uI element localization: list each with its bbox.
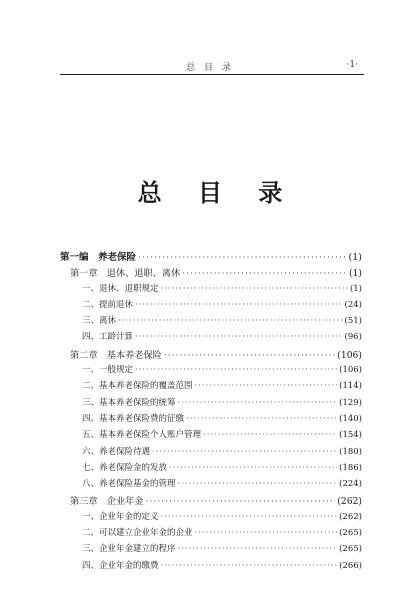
toc-entry-label: 三、基本养老保险的统筹 xyxy=(82,397,176,408)
leader-dots xyxy=(161,512,338,522)
table-of-contents xyxy=(60,249,362,575)
page-number: ·1· xyxy=(346,60,358,70)
toc-entry-label: 一、企业年金的定义 xyxy=(82,511,159,522)
toc-entry-label: 五、基本养老保险个人账户管理 xyxy=(82,430,202,441)
toc-entry-label: 第一章 退休、退职、离休 xyxy=(70,268,181,280)
toc-entry-label: 二、可以建立企业年金的企业 xyxy=(82,528,193,539)
toc-entry-page: (224) xyxy=(339,479,362,490)
leader-dots xyxy=(118,316,343,326)
toc-entry-page: (129) xyxy=(339,397,362,408)
toc-entry-label: 四、企业年金的缴费 xyxy=(82,560,159,571)
toc-entry[interactable] xyxy=(60,265,362,281)
toc-entry-label: 第一编 养老保险 xyxy=(60,252,137,263)
toc-entry-label: 三、企业年金建立的程序 xyxy=(82,544,176,555)
toc-entry-label: 一、退休、退职规定 xyxy=(82,283,159,294)
toc-entry-page: (262) xyxy=(339,511,362,522)
toc-entry[interactable] xyxy=(60,477,362,493)
toc-entry-label: 四、工龄计算 xyxy=(82,332,134,343)
toc-entry-label: 六、养老保险待遇 xyxy=(82,446,151,457)
toc-entry[interactable] xyxy=(60,510,362,526)
page-title: 总 目 录 xyxy=(137,179,297,207)
leader-dots xyxy=(169,463,337,473)
toc-entry-label: 四、基本养老保险费的征缴 xyxy=(82,413,185,424)
toc-entry[interactable] xyxy=(60,461,362,477)
toc-entry-label: 三、离休 xyxy=(82,316,117,327)
leader-dots xyxy=(182,268,347,279)
leader-dots xyxy=(135,300,343,310)
leader-dots xyxy=(178,479,338,489)
leader-dots xyxy=(138,252,347,263)
toc-entry-label: 第二章 基本养老保险 xyxy=(70,349,162,361)
toc-entry-page: (154) xyxy=(339,430,362,441)
toc-entry-label: 二、基本养老保险的覆盖范围 xyxy=(82,381,193,392)
toc-entry-page: (106) xyxy=(337,349,362,361)
toc-entry-page: (186) xyxy=(339,462,362,473)
toc-entry[interactable] xyxy=(60,412,362,428)
toc-entry-page: (265) xyxy=(339,528,362,539)
toc-entry-page: (51) xyxy=(344,316,362,327)
toc-entry[interactable] xyxy=(60,330,362,346)
toc-entry-page: (180) xyxy=(339,446,362,457)
toc-entry[interactable] xyxy=(60,559,362,575)
toc-entry-page: (24) xyxy=(344,299,362,310)
leader-dots xyxy=(161,561,338,571)
leader-dots xyxy=(161,284,348,294)
leader-dots xyxy=(178,398,338,408)
toc-entry[interactable] xyxy=(60,363,362,379)
toc-entry[interactable] xyxy=(60,428,362,444)
toc-entry[interactable] xyxy=(60,493,362,509)
toc-entry-page: (1) xyxy=(348,252,362,263)
toc-entry-label: 第三章 企业年金 xyxy=(70,496,144,508)
leader-dots xyxy=(135,332,343,342)
toc-entry-page: (96) xyxy=(344,332,362,343)
toc-entry-page: (106) xyxy=(339,365,362,376)
leader-dots xyxy=(178,544,338,554)
toc-entry-page: (140) xyxy=(339,413,362,424)
running-title: 总 目 录 xyxy=(186,63,234,73)
toc-entry-label: 二、提前退休 xyxy=(82,299,134,310)
toc-entry[interactable] xyxy=(60,298,362,314)
leader-dots xyxy=(195,528,338,538)
toc-entry[interactable] xyxy=(60,526,362,542)
toc-entry-page: (1) xyxy=(349,283,362,294)
toc-entry[interactable] xyxy=(60,379,362,395)
leader-dots xyxy=(146,496,336,507)
leader-dots xyxy=(152,447,337,457)
toc-entry-page: (266) xyxy=(339,560,362,571)
toc-entry-label: 八、养老保险基金的管理 xyxy=(82,479,176,490)
toc-entry-label: 一、一般规定 xyxy=(82,365,134,376)
toc-entry-page: (1) xyxy=(348,268,362,280)
toc-entry[interactable] xyxy=(60,445,362,461)
running-header xyxy=(0,60,420,74)
toc-entry[interactable] xyxy=(60,396,362,412)
toc-entry[interactable] xyxy=(60,542,362,558)
toc-entry-page: (265) xyxy=(339,544,362,555)
leader-dots xyxy=(186,414,337,424)
leader-dots xyxy=(164,350,335,361)
toc-entry-page: (114) xyxy=(339,381,362,392)
leader-dots xyxy=(203,430,337,440)
toc-entry[interactable] xyxy=(60,314,362,330)
toc-entry[interactable] xyxy=(60,249,362,265)
leader-dots xyxy=(195,381,338,391)
leader-dots xyxy=(135,365,337,375)
header-rule xyxy=(60,74,364,75)
toc-entry[interactable] xyxy=(60,347,362,363)
toc-entry-label: 七、养老保险金的发放 xyxy=(82,462,168,473)
toc-entry[interactable] xyxy=(60,282,362,298)
toc-entry-page: (262) xyxy=(337,496,362,508)
